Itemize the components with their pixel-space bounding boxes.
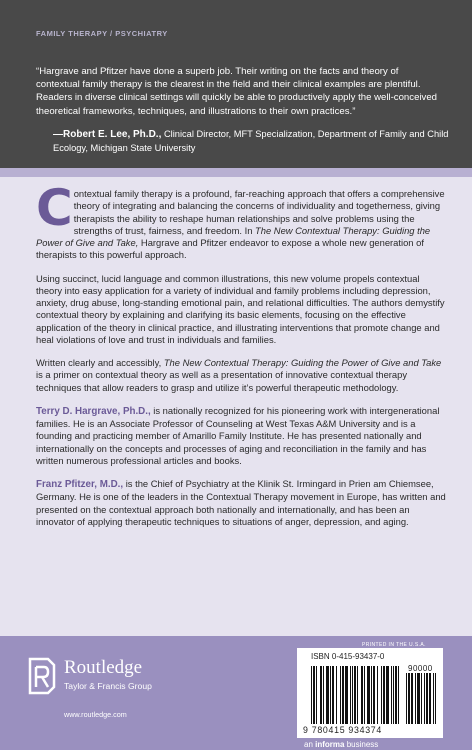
routledge-logo-icon [28,657,56,695]
endorsement-attribution [53,128,453,154]
drop-cap: C [36,179,73,237]
author-bio-pfitzer: Franz Pfitzer, M.D., is the Chief of Psychiatry at the Klinik St. Irmingard in Prien am Chiemsee, Germany. He is one of the leaders in the Contextual Therapy movement in Europe, has written and presented on the contextual approach both nationally and internationally, and has been an innovator of applying therapeutic techniques to situations of anger, depression, and aging. [36,478,446,527]
description-paragraph-2: Using succinct, lucid language and common illustrations, this new volume propels contextual theory into easy application for a variety of individual and family problems including depression, anxiety, drug abuse, long-standing emotional pain, and relational difficulties. The authors demystify contextual theory by explaining and clarifying its basic elements, focusing on the effective application of the theory in clinical practice, and illustrating interventions that promote change and heal violations of love and trust in individuals and families. [36,272,445,345]
informa-brand: informa [315,740,345,749]
barcode-panel [297,648,443,738]
price-code: 90000 [408,664,433,673]
publisher-name: Routledge [64,657,143,678]
barcode-addon-icon [406,673,436,724]
author-name: Franz Pfitzer, M.D., [36,479,124,490]
book-title: The New Contextual Therapy: Guiding the Power of Give and Take, [36,224,431,248]
endorser-name: —Robert E. Lee, Ph.D., [53,129,162,140]
ean-number: 9 780415 934374 [303,725,382,735]
category-label: FAMILY THERAPY / PSYCHIATRY [36,29,168,38]
publisher-url[interactable]: www.routledge.com [64,710,127,719]
author-name: Terry D. Hargrave, Ph.D., [36,405,151,417]
printed-in-label: PRINTED IN THE U.S.A. [362,642,426,648]
informa-tagline: an informa business [304,740,379,749]
isbn-label: ISBN 0-415-93437-0 [311,652,385,661]
description [36,179,448,539]
book-title: The New Contextual Therapy: Guiding the Power of Give and Take [163,357,442,368]
author-bio-hargrave: Terry D. Hargrave, Ph.D., is nationally recognized for his pioneering work with intergenerational families. He is an Associate Professor of Counseling at West Texas A&M University and is a founding and practicing member of Amarillo Family Institute. He has presented nationally and internationally on the concepts and processes of aging and reconciliation in the family and has written numerous professional articles and books. [36,404,440,466]
endorsement-quote: “Hargrave and Pfitzer have done a superb job. Their writing on the facts and theory of contextual family therapy is the clearest in the field and their clinical examples are plentiful. Readers in diverse clinical settings will quickly be able to productively apply the well-conceived theoretical frameworks, techniques, and illustrations to their own practices.” [36,66,438,117]
publisher-group: Taylor & Francis Group [64,681,152,691]
barcode-icon [311,666,401,724]
description-paragraph-3: Written clearly and accessibly, The New Contextual Therapy: Guiding the Power of Give and Take is a primer on contextual theory as well as a presentation of innovative contextual therapy techniques that allow readers to grasp and utilize it’s powerful therapeutic methodology. [36,357,442,393]
endorser-role: Clinical Director, MFT Specialization, Department of Family and Child Ecology, Michigan State University [53,129,449,153]
description-paragraph-1: Contextual family therapy is a profound, far-reaching approach that offers a comprehensive theory of integrating and balancing the concerns of individuality and togetherness, giving therapists the ability to reshape human relationships and solve problems using the strengths of trust, fairness, and freedom. In The New Contextual Therapy: Guiding the Power of Give and Take, Hargrave and Pfitzer endeavor to expose a whole new generation of therapists to this powerful approach. [36,179,445,261]
accent-rule [0,168,472,177]
